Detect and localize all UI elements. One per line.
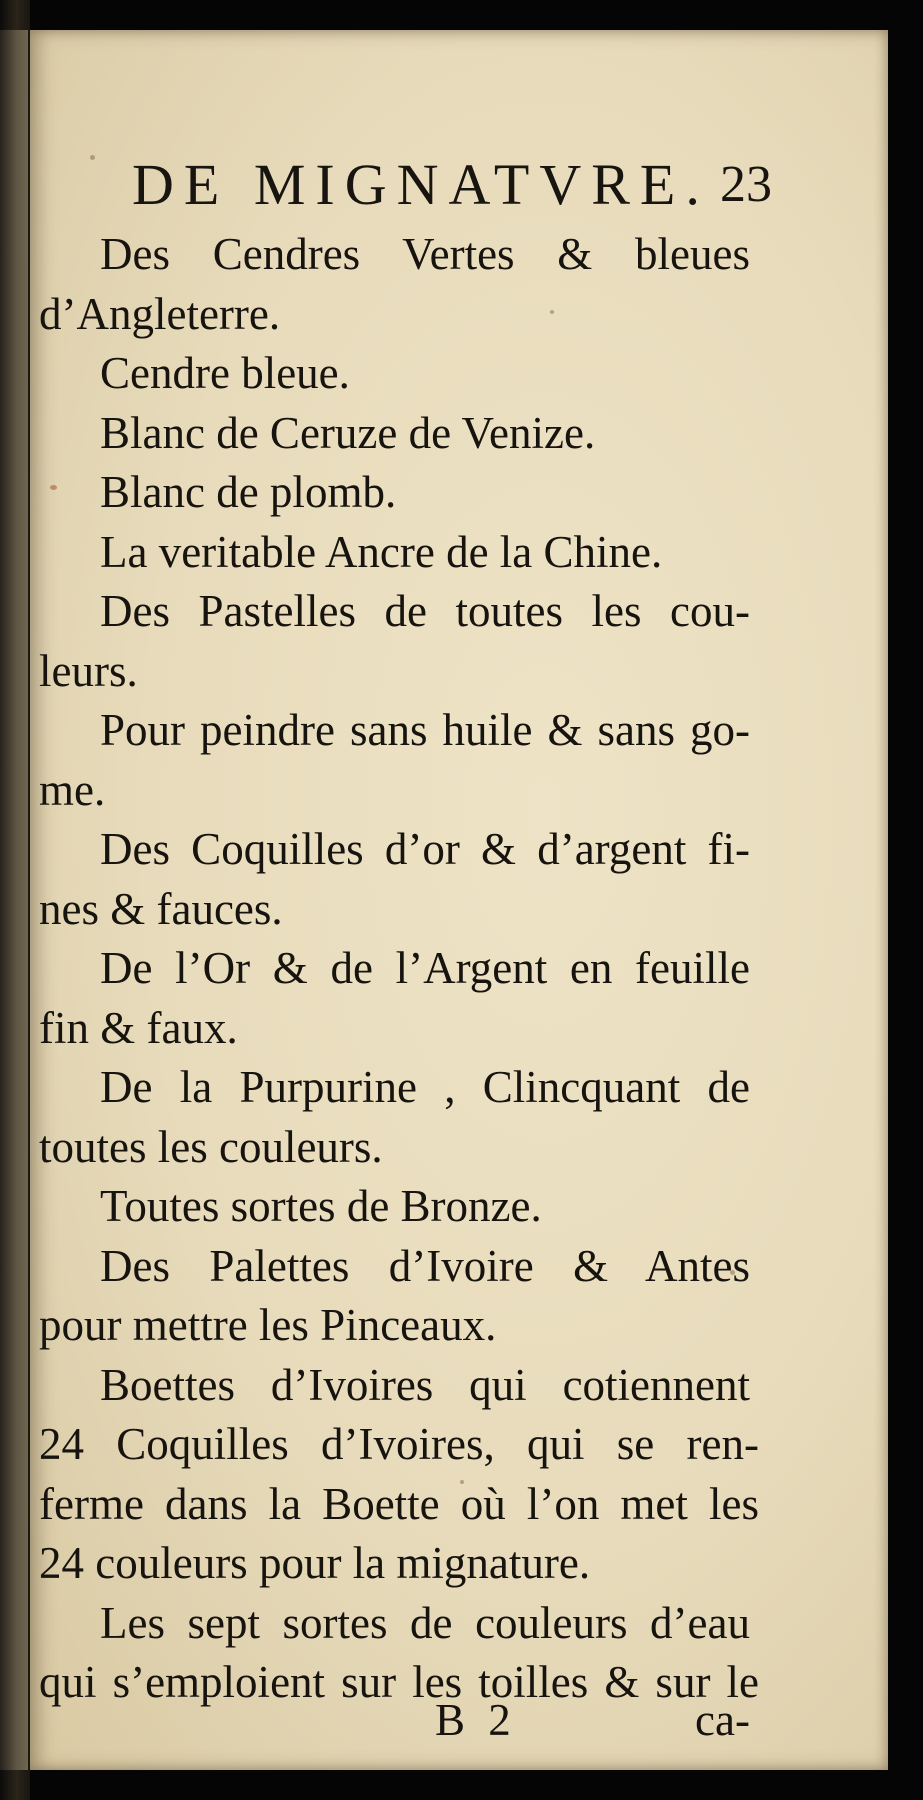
text-line: Les sept sortes de couleurs d’eau	[100, 1597, 750, 1648]
text-line: d’Angleterre.	[39, 288, 281, 339]
text-line: 24 Coquilles d’Ivoires, qui se ren-	[39, 1419, 759, 1469]
text-line: Des Pastelles de toutes les cou-	[100, 586, 750, 636]
text-line: nes & fauces.	[39, 883, 283, 934]
facing-page-edge	[0, 30, 28, 1770]
text-line: Des Cendres Vertes & bleues	[100, 229, 750, 279]
text-line: Pour peindre sans huile & sans go-	[100, 705, 750, 755]
text-line: Des Coquilles d’or & d’argent fi-	[100, 824, 750, 874]
text-line: Boettes d’Ivoires qui cotiennent	[100, 1359, 750, 1410]
text-line: Blanc de Ceruze de Venize.	[100, 407, 596, 458]
text-line: me.	[39, 764, 106, 815]
text-line: Blanc de plomb.	[100, 467, 397, 517]
page-number: 23	[720, 156, 772, 213]
text-line: leurs.	[39, 645, 138, 696]
book-binding-gutter	[0, 0, 30, 1800]
text-line: pour mettre les Pinceaux.	[39, 1300, 497, 1350]
text-line: De la Purpurine , Clincquant de	[100, 1062, 750, 1112]
text-line: Toutes sortes de Bronze.	[100, 1181, 542, 1231]
text-line: qui s’emploient sur les toilles & sur le	[39, 1657, 759, 1707]
page-footer	[30, 1685, 888, 1755]
text-line: 24 couleurs pour la mignature.	[39, 1538, 591, 1588]
page-text	[30, 225, 888, 1713]
signature-mark: B 2	[435, 1695, 511, 1745]
book-page	[30, 30, 888, 1770]
running-head	[30, 145, 888, 225]
catchword: ca-	[695, 1695, 750, 1745]
text-line: ferme dans la Boette où l’on met les	[39, 1478, 759, 1529]
text-line: toutes les couleurs.	[39, 1121, 383, 1172]
text-line: Cendre bleue.	[100, 348, 350, 398]
text-line: De l’Or & de l’Argent en feuille	[100, 943, 750, 993]
text-line: La veritable Ancre de la Chine.	[100, 526, 663, 577]
text-line: Des Palettes d’Ivoire & Antes	[100, 1240, 750, 1291]
text-line: fin & faux.	[39, 1002, 238, 1053]
running-head-title: DE MIGNATVRE.	[132, 152, 710, 217]
